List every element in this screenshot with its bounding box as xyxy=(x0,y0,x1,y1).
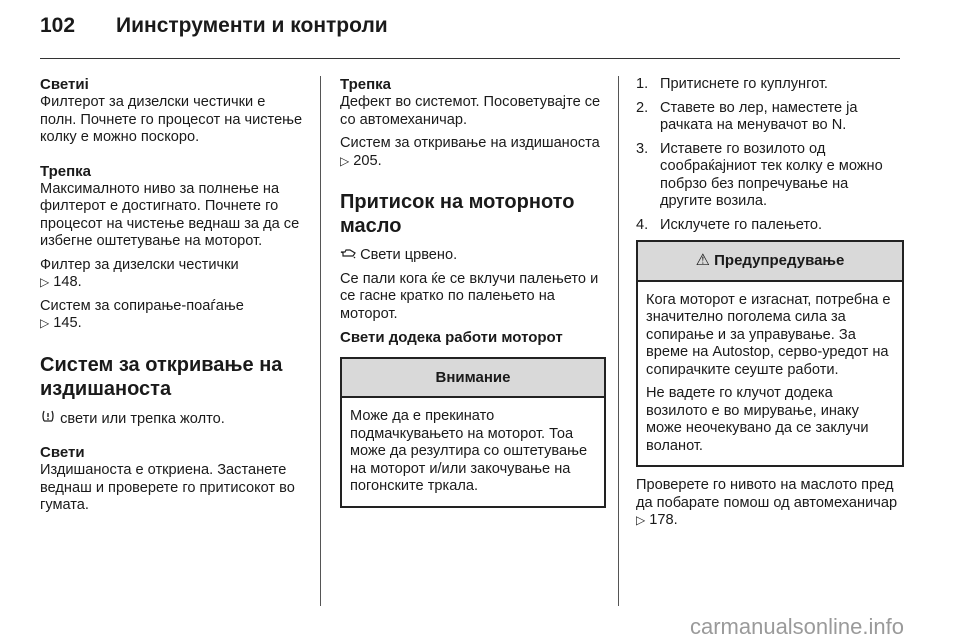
column-rule-1 xyxy=(320,76,321,606)
list-item xyxy=(636,217,904,235)
column-1 xyxy=(40,76,304,521)
caution-body: Може да е прекинато подмачкувањето на моторот. Тоа може да резултира со оштетување на моторот и/или закочување на погонските тркала. xyxy=(350,408,588,494)
triangle-ref-icon: ▷ xyxy=(340,153,350,168)
oil-pressure-status xyxy=(340,246,606,265)
heading-tire-pressure: Систем за откривање на издишаноста xyxy=(40,353,283,400)
tire-pressure-status xyxy=(40,409,304,429)
reference-stop-start xyxy=(40,298,304,333)
step-text: Исклучете го палењето. xyxy=(660,216,823,233)
list-item xyxy=(636,100,904,135)
paragraph-malfunction: Дефект во системот. Посоветувајте се со автомеханичар. xyxy=(340,94,601,128)
triangle-ref-icon: ▷ xyxy=(40,275,50,289)
step-text: Иставете го возилото од сообраќајниот тек колку е можно побрзо без попречување на другите возила. xyxy=(660,140,883,209)
reference-text: Филтер за дизелски честички xyxy=(40,256,239,273)
triangle-ref-icon: ▷ xyxy=(40,316,50,330)
tire-pressure-desc: свети или трепка жолто. xyxy=(60,410,225,427)
paragraph-oil-behavior: Се пали кога ќе се вклучи палењето и се гасне кратко по палењето на моторот. xyxy=(340,270,599,322)
oil-can-icon xyxy=(340,246,356,264)
heading-lights: Светиi xyxy=(40,76,89,93)
warning-box xyxy=(636,240,904,467)
reference-page-link[interactable]: 205. xyxy=(353,152,382,169)
oil-pressure-desc: Свети црвено. xyxy=(360,247,458,263)
reference-diesel-filter xyxy=(40,257,304,292)
reference-detection xyxy=(340,135,606,170)
heading-oil-pressure: Притисок на моторното масло xyxy=(340,191,575,237)
heading-blinks: Трепка xyxy=(40,162,92,180)
watermark: carmanualsonline.info xyxy=(689,614,904,639)
reference-text: Систем за откривање на издишаноста xyxy=(340,135,600,151)
warning-paragraph-2: Не вадете го клучот додека возилото е во мирување, инаку може неочекувано да се заклучи воланот. xyxy=(646,385,869,454)
reference-page-link[interactable]: 178. xyxy=(649,512,678,528)
step-number: 1. xyxy=(636,76,649,92)
list-item xyxy=(636,76,904,94)
column-rule-2 xyxy=(618,76,619,606)
paragraph-filter-max: Максималното ниво за полнење на филтерот е достигнато. Почнете го процесот на чистење веднаш за да се избегне оштетување на моторот. xyxy=(40,180,300,249)
check-oil-text: Проверете го нивото на маслото пред да побарате помош од автомеханичар xyxy=(636,477,898,511)
steps-list xyxy=(636,76,904,234)
step-text: Притиснете го куплунгот. xyxy=(660,76,828,92)
reference-page-link[interactable]: 145. xyxy=(53,315,82,331)
reference-text: Систем за сопирање-поаѓање xyxy=(40,297,244,314)
warning-title: Предупредување xyxy=(714,252,845,269)
heading-lights-2: Свети xyxy=(40,444,85,461)
caution-title: Внимание xyxy=(342,359,604,399)
step-text: Ставете во лер, наместете ја рачката на менувачот во N. xyxy=(660,99,858,133)
warning-paragraph-1: Кога моторот е изгаснат, потребна е значително поголема сила за сопирање и за управување. За време на Autostop, серво-уредот на сопирачките сеуште работи. xyxy=(646,291,891,378)
column-2 xyxy=(340,76,606,508)
paragraph-deflation: Издишаноста е откриена. Застанете веднаш и проверете го притисокот во гумата. xyxy=(40,462,295,513)
heading-blinks-2: Трепка xyxy=(340,76,392,93)
triangle-ref-icon: ▷ xyxy=(636,513,646,527)
tire-pressure-icon xyxy=(40,409,56,428)
step-number: 4. xyxy=(636,216,649,233)
page-header xyxy=(40,14,388,50)
warning-triangle-icon: ⚠ xyxy=(695,252,710,269)
step-number: 3. xyxy=(636,140,649,157)
reference-page-link[interactable]: 148. xyxy=(53,274,82,290)
header-rule xyxy=(40,58,900,59)
page-number: 102 xyxy=(40,14,76,37)
page-title: Иинструменти и контроли xyxy=(116,14,388,37)
step-number: 2. xyxy=(636,99,649,116)
list-item xyxy=(636,141,904,211)
heading-engine-running: Свети додека работи моторот xyxy=(340,329,563,346)
column-3 xyxy=(636,76,904,536)
paragraph-filter-full: Филтерот за дизелски честички е полн. Почнете го процесот на чистење колку е можно поскоро. xyxy=(40,94,303,145)
warning-header xyxy=(638,242,902,282)
paragraph-check-oil xyxy=(636,477,904,530)
caution-box xyxy=(340,357,606,508)
